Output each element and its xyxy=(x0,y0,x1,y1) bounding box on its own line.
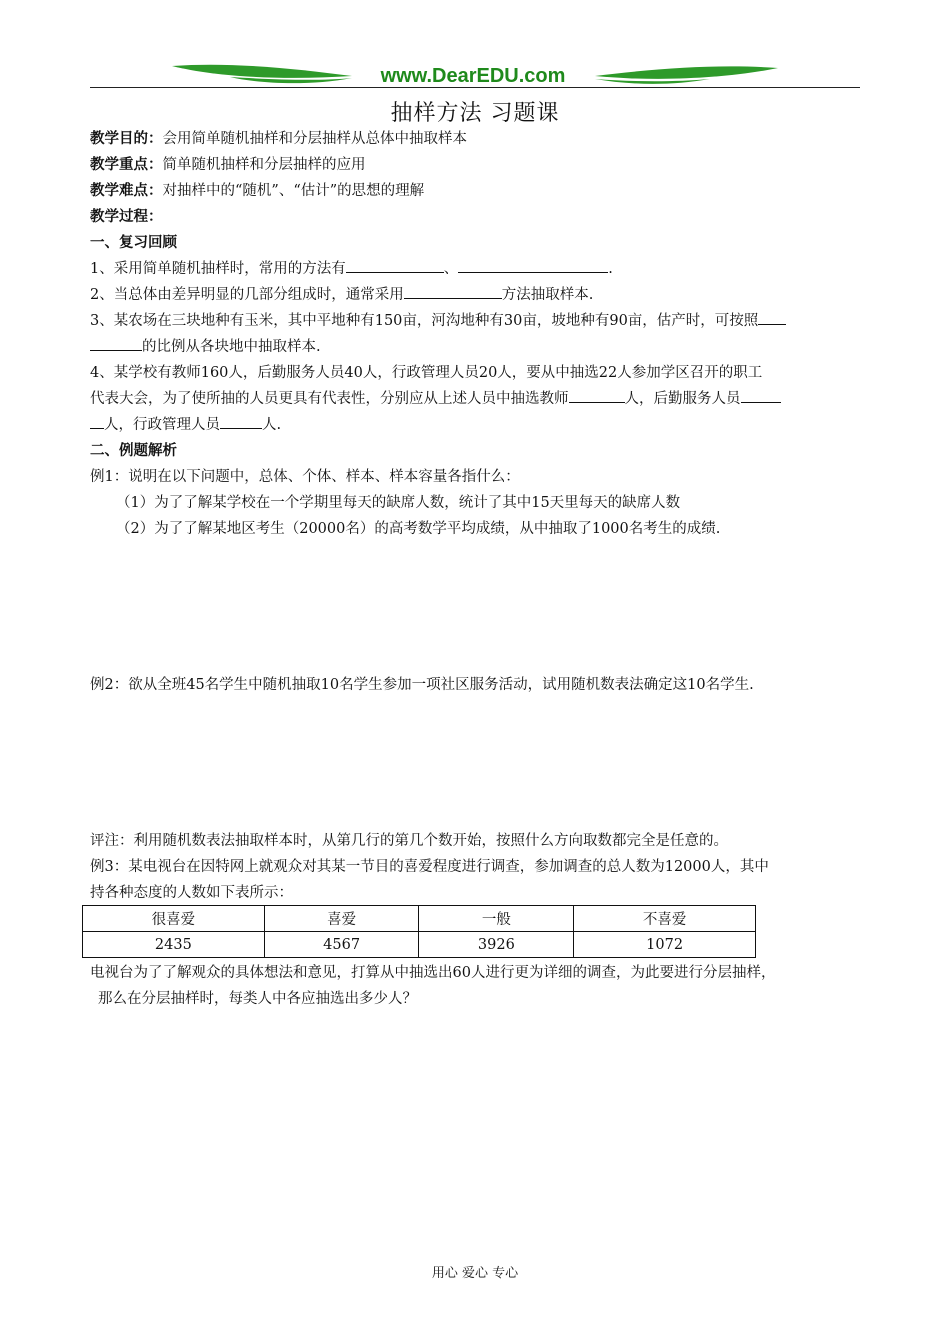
review-q1-text: 1、采用简单随机抽样时，常用的方法有 xyxy=(90,261,346,277)
answer-blank[interactable] xyxy=(346,258,444,273)
table-header-cell: 一般 xyxy=(419,906,574,932)
review-q4-line3 xyxy=(90,414,281,436)
answer-blank[interactable] xyxy=(741,388,781,403)
table-header-cell: 喜爱 xyxy=(264,906,419,932)
comment: 评注：利用随机数表法抽取样本时，从第几行的第几个数开始，按照什么方向取数都完全是任意的。 xyxy=(90,833,728,849)
page-footer: 用心 爱心 专心 xyxy=(431,1266,519,1281)
audience-table xyxy=(82,905,756,958)
table-header-cell: 不喜爱 xyxy=(574,906,756,932)
left-swoosh-tail xyxy=(230,77,352,83)
examples-heading: 二、例题解析 xyxy=(90,442,177,459)
left-swoosh xyxy=(172,65,352,78)
goal-line xyxy=(90,128,467,150)
page-title: 抽样方法 习题课 xyxy=(390,101,560,126)
review-q1-end: . xyxy=(608,261,613,277)
answer-blank[interactable] xyxy=(220,414,262,429)
focus-label: 教学重点： xyxy=(90,156,163,173)
difficulty-text: 对抽样中的“随机”、“估计”的思想的理解 xyxy=(162,183,425,199)
table-header-cell: 很喜爱 xyxy=(83,906,265,932)
review-q3-text: 3、某农场在三块地种有玉米，其中平地种有150亩，河沟地种有30亩，坡地种有90亩，估产时，可按照 xyxy=(90,313,759,329)
review-q1 xyxy=(90,258,613,280)
goal-text: 会用简单随机抽样和分层抽样从总体中抽取样本 xyxy=(162,131,467,147)
table-cell: 2435 xyxy=(83,932,265,958)
review-q3-line2 xyxy=(90,336,321,358)
focus-text: 简单随机抽样和分层抽样的应用 xyxy=(162,157,366,173)
focus-line xyxy=(90,154,366,176)
example1-part1: （1）为了了解某学校在一个学期里每天的缺席人数，统计了其中15天里每天的缺席人数 xyxy=(116,495,681,511)
answer-blank[interactable] xyxy=(569,388,625,403)
review-q4-end: 人. xyxy=(262,417,282,433)
review-q2-end: 方法抽取样本. xyxy=(501,287,594,303)
site-url: www.DearEDU.com xyxy=(380,65,566,87)
table-header-row xyxy=(83,906,756,932)
review-q4-line1: 4、某学校有教师160人，后勤服务人员40人，行政管理人员20人，要从中抽选22人参加学区召开的职工 xyxy=(90,365,763,381)
review-q3-end: 的比例从各块地中抽取样本. xyxy=(142,339,321,355)
right-swoosh xyxy=(595,66,778,78)
review-q4-text2: 人，后勤服务人员 xyxy=(624,391,741,407)
answer-blank[interactable] xyxy=(758,310,786,325)
example1: 例1：说明在以下问题中，总体、个体、样本、样本容量各指什么： xyxy=(90,469,520,485)
goal-label: 教学目的： xyxy=(90,130,163,147)
example1-part2: （2）为了了解某地区考生（20000名）的高考数学平均成绩，从中抽取了1000名考生的成绩. xyxy=(116,521,721,537)
example2: 例2：欲从全班45名学生中随机抽取10名学生参加一项社区服务活动，试用随机数表法确定这10名学生. xyxy=(90,677,754,693)
example3-line4: 那么在分层抽样时，每类人中各应抽选出多少人？ xyxy=(98,991,417,1007)
answer-blank[interactable] xyxy=(458,258,608,273)
answer-blank[interactable] xyxy=(404,284,502,299)
review-q2-text: 2、当总体由差异明显的几部分组成时，通常采用 xyxy=(90,287,404,303)
answer-blank[interactable] xyxy=(90,414,104,429)
right-swoosh-tail xyxy=(595,79,710,84)
review-q1-sep: 、 xyxy=(443,261,459,277)
difficulty-label: 教学难点： xyxy=(90,182,163,199)
difficulty-line xyxy=(90,180,424,202)
review-q3-line1 xyxy=(90,310,786,332)
process-label: 教学过程： xyxy=(90,208,163,225)
table-cell: 4567 xyxy=(264,932,419,958)
review-q4-line2 xyxy=(90,388,781,410)
table-cell: 3926 xyxy=(419,932,574,958)
review-q4-text3: 人，行政管理人员 xyxy=(104,417,220,433)
review-q4-text: 代表大会，为了使所抽的人员更具有代表性，分别应从上述人员中抽选教师 xyxy=(90,391,569,407)
example3-line2: 持各种态度的人数如下表所示： xyxy=(90,885,293,901)
header-rule xyxy=(90,87,860,88)
review-q2 xyxy=(90,284,593,306)
example3-line3: 电视台为了了解观众的具体想法和意见，打算从中抽选出60人进行更为详细的调查，为此要进行分层抽样， xyxy=(90,965,776,981)
site-banner-logo xyxy=(90,60,860,90)
review-heading: 一、复习回顾 xyxy=(90,234,177,251)
answer-blank[interactable] xyxy=(90,336,142,351)
example3-line1: 例3：某电视台在因特网上就观众对其某一节目的喜爱程度进行调查，参加调查的总人数为12000人，其中 xyxy=(90,859,769,875)
table-row xyxy=(83,932,756,958)
table-cell: 1072 xyxy=(574,932,756,958)
